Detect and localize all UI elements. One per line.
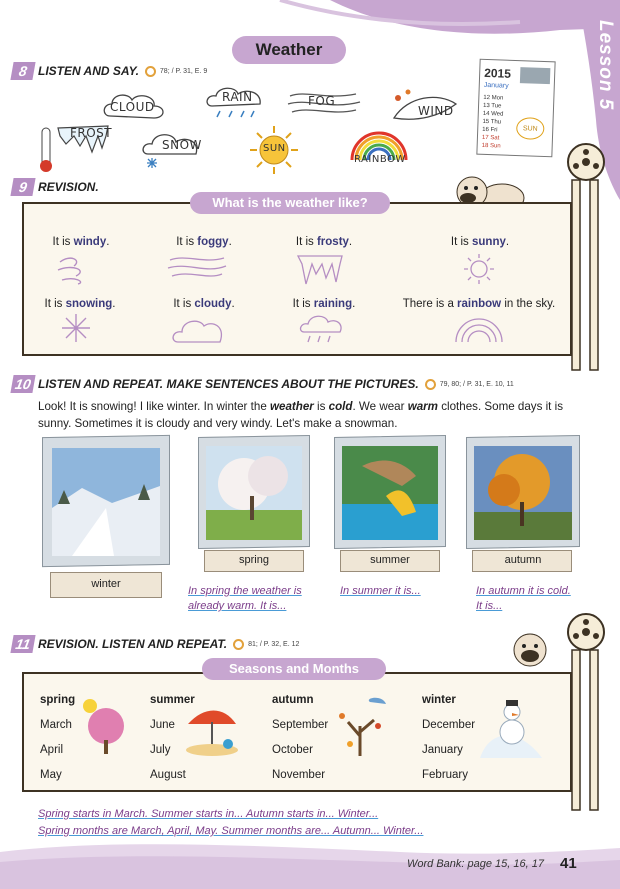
season-name: winter (422, 694, 456, 706)
snowflake-icon (60, 312, 92, 344)
summer-photo-card (334, 436, 446, 576)
snow-word: SNOW (162, 138, 202, 152)
season-name: autumn (272, 694, 314, 706)
winter-snowman-illustration (480, 688, 542, 758)
season-name: spring (40, 694, 76, 706)
cd-audio-icon[interactable] (425, 379, 436, 390)
cd-audio-icon[interactable] (233, 639, 244, 650)
frost-word-picture (40, 122, 112, 172)
weather-sentence-foggy: It is foggy. (176, 236, 232, 248)
autumn-label: autumn (504, 554, 542, 566)
rainbow-word: RAINBOW (354, 154, 406, 165)
exercise-8-heading (12, 62, 207, 80)
rain-word-picture (204, 84, 268, 124)
raining-icon (298, 312, 344, 348)
exercise-10-title: LISTEN AND REPEAT. MAKE SENTENCES ABOUT THE PICTURES. (38, 377, 419, 391)
wind-word: WIND (418, 104, 454, 118)
weather-sentence-frosty: It is frosty. (295, 236, 353, 248)
sunny-icon (462, 252, 496, 286)
summer-photo (342, 446, 438, 540)
frosty-icon (296, 252, 344, 288)
exercise-11-ref: 81; / P. 32, E. 12 (248, 640, 300, 648)
seasons-box-title: Seasons and Months (202, 658, 386, 680)
winter-photo-card (42, 436, 170, 604)
page-number: 41 (560, 855, 577, 872)
spring-label: spring (239, 554, 269, 566)
frost-word: FROST (70, 126, 113, 140)
exercise-10-heading (12, 375, 514, 393)
spring-tree-illustration (80, 696, 130, 756)
exercise-10-paragraph: Look! It is snowing! I like winter. In winter the weather is cold. We wear warm clothes. Some days it is sunny. Sometimes it is cloudy and very windy. Let's make a snowman. (38, 400, 563, 430)
spring-photo (206, 446, 302, 540)
winter-label: winter (91, 578, 121, 590)
wind-word-picture (388, 88, 460, 128)
prompt-line-2: Spring months are March, April, May. Summer months are... Autumn... Winter... (38, 825, 424, 837)
calendar-days: 12 Mon 13 Tue 14 Wed 15 Thu 16 Fri 17 Sat 18 Sun (481, 94, 504, 150)
sun-word-picture (248, 124, 300, 176)
season-column-spring: spring March April May (40, 688, 75, 788)
season-column-autumn: autumn September October November (272, 688, 328, 788)
cd-audio-icon[interactable] (145, 66, 156, 77)
weather-box-title: What is the weather like? (190, 192, 390, 214)
rainbow-word-picture (346, 126, 412, 170)
exercise-9-title: REVISION. (38, 180, 99, 194)
cloud-word: CLOUD (110, 100, 155, 114)
exercise-9-number: 9 (10, 178, 35, 196)
exercise-10-ref: 79, 80; / P. 31, E. 10, 11 (439, 380, 514, 388)
cloudy-icon (170, 314, 226, 346)
calendar-picture (476, 59, 555, 158)
season-name: summer (150, 694, 195, 706)
fog-word-picture (286, 88, 362, 118)
prompt-line-1: Spring starts in March. Summer starts in... Autumn starts in... Winter... (38, 808, 379, 820)
spring-prompt: In spring the weather is already warm. It is... (188, 585, 302, 612)
windy-icon (56, 252, 92, 286)
season-column-summer: summer June July August (150, 688, 195, 788)
pug-dog-picture-2 (500, 626, 564, 676)
calendar-sun-badge: SUN (516, 117, 545, 140)
autumn-photo (474, 446, 572, 540)
exercise-8-title: LISTEN AND SAY. (38, 64, 139, 78)
weather-sentence-snowing: It is snowing. (44, 298, 116, 310)
weather-sentence-windy: It is windy. (52, 236, 110, 248)
autumn-photo-card (466, 436, 580, 576)
snow-word-picture (140, 130, 204, 170)
fog-word: FOG (308, 94, 336, 108)
sun-word: SUN (263, 143, 286, 154)
rainbow-outline-icon (452, 312, 506, 344)
summer-label: summer (370, 554, 410, 566)
calendar-year: 2015 (483, 65, 512, 81)
winter-photo (52, 448, 160, 556)
weather-sentence-rainbow: There is a rainbow in the sky. (402, 298, 556, 310)
weather-sentence-raining: It is raining. (292, 298, 356, 310)
autumn-tree-illustration (330, 696, 390, 758)
lesson-label: Lesson 5 (595, 20, 616, 111)
foggy-icon (166, 252, 228, 282)
summer-prompt: In summer it is... (340, 585, 421, 597)
season-column-winter: winter December January February (422, 688, 475, 788)
rain-word: RAIN (222, 90, 253, 104)
exercise-9-heading (12, 178, 99, 196)
exercise-11-number: 11 (10, 635, 35, 653)
page-title: Weather (232, 36, 346, 64)
spring-photo-card (198, 436, 310, 576)
weather-sentence-sunny: It is sunny. (450, 236, 510, 248)
cloud-word-picture (100, 88, 170, 124)
exercise-11-heading (12, 635, 299, 653)
exercise-11-title: REVISION. LISTEN AND REPEAT. (38, 637, 228, 651)
exercise-10-number: 10 (10, 375, 35, 393)
exercise-8-number: 8 (10, 62, 35, 80)
weather-sentence-cloudy: It is cloudy. (173, 298, 235, 310)
calendar-photo (520, 67, 551, 84)
exercise-11-prompts (38, 806, 423, 840)
exercise-8-ref: 78; / P. 31, E. 9 (159, 67, 208, 75)
calendar-month: January (483, 81, 509, 90)
autumn-prompt: In autumn it is cold. It is... (476, 585, 571, 612)
summer-beach-illustration (184, 704, 240, 756)
word-bank-note: Word Bank: page 15, 16, 17 (407, 858, 544, 870)
